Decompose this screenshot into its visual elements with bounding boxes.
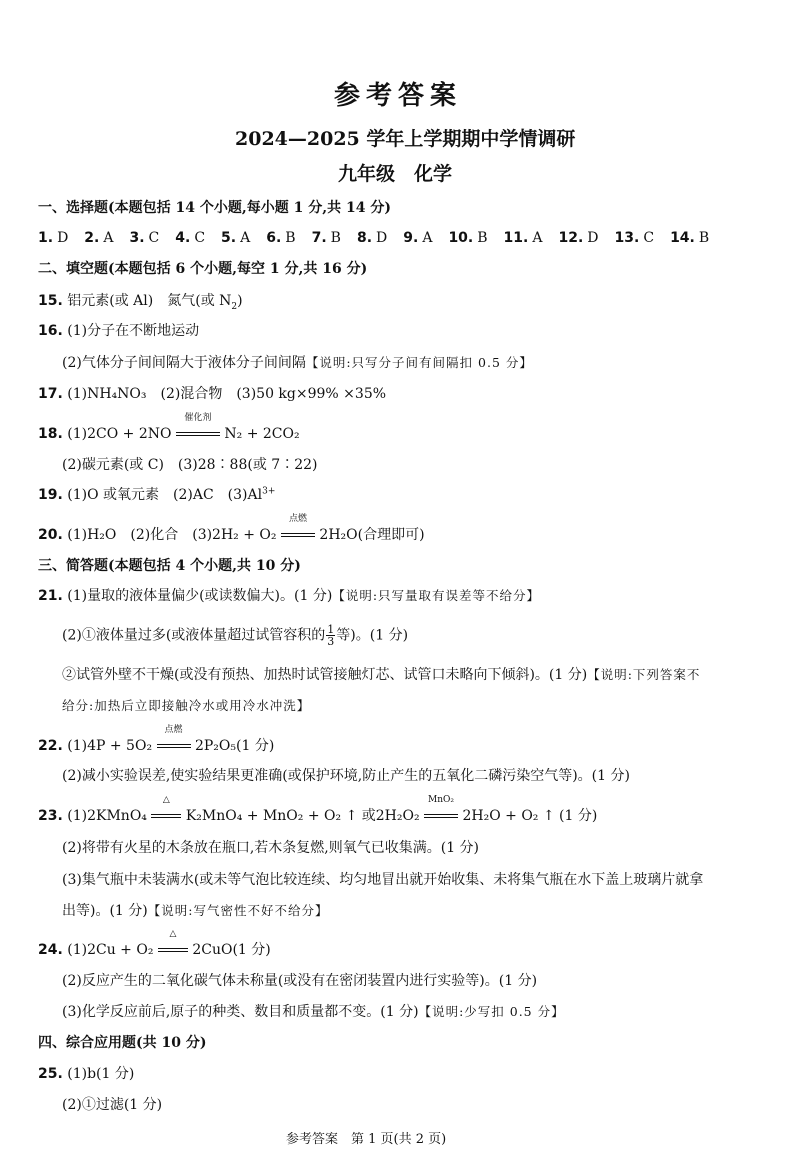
question-21-part1 xyxy=(38,586,540,606)
question-23-part2 xyxy=(62,838,479,858)
choice-letter: C xyxy=(194,230,206,246)
fraction-numerator: 1 xyxy=(327,623,335,636)
equation-right: N₂ + 2CO₂ xyxy=(224,426,300,442)
equals-line xyxy=(281,533,315,537)
answer-text: (2)将带有火星的木条放在瓶口,若木条复燃,则氧气已收集满。(1 分) xyxy=(62,840,480,856)
question-22-part2 xyxy=(62,766,630,786)
question-number: 25. xyxy=(38,1066,63,1082)
section-heading-choice: 一、选择题(本题包括 14 个小题,每小题 1 分,共 14 分) xyxy=(38,200,391,216)
choice-number: 6. xyxy=(266,230,282,246)
equation-right: 2P₂O₅(1 分) xyxy=(194,738,275,754)
choice-number: 7. xyxy=(311,230,327,246)
choice-letter: B xyxy=(477,230,488,246)
choice-number: 11. xyxy=(503,230,529,246)
superscript: 3+ xyxy=(262,486,276,497)
subscript: 2 xyxy=(231,301,238,312)
choice-number: 8. xyxy=(356,230,373,246)
equation-left: (1)2Cu + O₂ xyxy=(67,942,154,958)
choice-answer xyxy=(221,230,254,246)
question-number: 24. xyxy=(38,942,63,958)
choice-letter: A xyxy=(532,230,543,246)
reaction-condition-2 xyxy=(424,795,458,826)
answer-text: (2)反应产生的二氧化碳气体未称量(或没有在密闭装置内进行实验等)。(1 分) xyxy=(62,973,538,989)
choice-number: 14. xyxy=(670,230,695,246)
question-number: 19. xyxy=(38,487,63,503)
choice-number: 2. xyxy=(84,230,100,246)
choice-answers-row xyxy=(38,228,725,248)
reaction-condition xyxy=(151,795,181,826)
question-18-part1 xyxy=(38,413,300,444)
fraction xyxy=(326,624,335,647)
equation-left: (1)2KMnO₄ xyxy=(67,808,147,824)
equals-line xyxy=(157,744,191,748)
question-21-part3 xyxy=(62,665,700,685)
equation-right: 2H₂O + O₂ ↑ (1 分) xyxy=(462,808,598,824)
answer-text: (1)NH₄NO₃ (2)混合物 (3)50 kg×99% ×35% xyxy=(67,386,387,402)
page-footer: 参考答案 第 1 页(共 2 页) xyxy=(286,1132,447,1147)
page-title: 参考答案 xyxy=(334,81,463,111)
exam-subtitle: 2024—2025 学年上学期期中学情调研 xyxy=(235,128,576,150)
answer-text-end: ) xyxy=(237,293,243,309)
equals-line xyxy=(176,432,220,436)
choice-number: 9. xyxy=(403,230,419,246)
choice-answer xyxy=(504,230,547,246)
equation-middle: K₂MnO₄ + MnO₂ + O₂ ↑ 或2H₂O₂ xyxy=(185,808,420,824)
choice-letter: C xyxy=(643,230,655,246)
choice-letter: B xyxy=(285,230,296,246)
answer-text: 出等)。(1 分) xyxy=(62,903,148,919)
condition-label: MnO₂ xyxy=(428,795,455,805)
grading-note: 【说明:只写分子间有间隔扣 0.5 分】 xyxy=(305,355,533,370)
choice-answer xyxy=(670,230,713,246)
question-number: 22. xyxy=(38,738,63,754)
question-23-part4 xyxy=(62,901,328,921)
choice-answer xyxy=(175,230,209,246)
answer-text: ②试管外壁不干燥(或没有预热、加热时试管接触灯芯、试管口未略向下倾斜)。(1 分) xyxy=(62,667,588,683)
question-number: 23. xyxy=(38,808,63,824)
answer-text: 铝元素(或 Al) 氮气(或 N xyxy=(67,293,232,309)
grading-note: 【说明:只写量取有误差等不给分】 xyxy=(332,588,541,603)
reaction-condition xyxy=(157,725,191,756)
choice-answer xyxy=(266,230,299,246)
question-16-part2 xyxy=(62,353,533,373)
reaction-condition xyxy=(158,929,188,960)
grading-note: 【说明:写气密性不好不给分】 xyxy=(147,903,329,918)
question-25-part1 xyxy=(38,1064,134,1084)
choice-number: 1. xyxy=(38,230,54,246)
equals-line xyxy=(158,948,188,952)
section-heading-comprehensive: 四、综合应用题(共 10 分) xyxy=(38,1035,207,1051)
choice-letter: B xyxy=(330,230,341,246)
answer-text-end: 等)。(1 分) xyxy=(336,627,409,644)
choice-number: 3. xyxy=(129,230,145,246)
section-heading-fill: 二、填空题(本题包括 6 个小题,每空 1 分,共 16 分) xyxy=(38,261,368,277)
choice-letter: D xyxy=(376,230,388,246)
grading-note: 【说明:少写扣 0.5 分】 xyxy=(418,1004,565,1019)
question-number: 16. xyxy=(38,323,63,339)
section-heading-short-answer: 三、简答题(本题包括 4 个小题,共 10 分) xyxy=(38,558,301,574)
choice-number: 10. xyxy=(448,230,474,246)
equals-line xyxy=(151,814,181,818)
question-17 xyxy=(38,384,386,404)
answer-text: (3)化学反应前后,原子的种类、数目和质量都不变。(1 分) xyxy=(62,1004,419,1020)
question-25-part2 xyxy=(62,1095,162,1115)
question-19 xyxy=(38,485,275,505)
choice-number: 13. xyxy=(614,230,640,246)
question-20 xyxy=(38,514,425,545)
answer-text: (1)b(1 分) xyxy=(67,1066,135,1082)
choice-letter: A xyxy=(103,230,114,246)
question-15 xyxy=(38,291,243,311)
choice-letter: D xyxy=(57,230,69,246)
reaction-condition xyxy=(281,514,315,545)
question-21-note-cont: 给分:加热后立即接触冷水或用冷水冲洗】 xyxy=(62,698,311,713)
equation-right: 2CuO(1 分) xyxy=(192,942,271,958)
answer-text: (3)集气瓶中未装满水(或未等气泡比较连续、均匀地冒出就开始收集、未将集气瓶在水下盖上玻璃片就拿 xyxy=(62,872,704,888)
answer-text: (2)减小实验误差,使实验结果更准确(或保护环境,防止产生的五氧化二磷污染空气等)。(1 分) xyxy=(62,768,630,784)
choice-answer xyxy=(615,230,659,246)
choice-answer xyxy=(129,230,163,246)
condition-label: △ xyxy=(162,795,170,805)
grading-note: 【说明:下列答案不 xyxy=(587,667,701,682)
equation-left: (1)4P + 5O₂ xyxy=(67,738,153,754)
choice-number: 5. xyxy=(221,230,237,246)
answer-text: (2)碳元素(或 C) (3)28∶88(或 7∶22) xyxy=(62,457,318,473)
question-number: 20. xyxy=(38,527,63,543)
choice-answer xyxy=(357,230,391,246)
choice-letter: A xyxy=(422,230,433,246)
choice-letter: D xyxy=(587,230,599,246)
condition-label: 点燃 xyxy=(164,725,183,735)
condition-label: △ xyxy=(169,929,177,939)
answer-text: (2)①过滤(1 分) xyxy=(62,1097,163,1113)
question-21-part2 xyxy=(62,624,408,647)
condition-label: 催化剂 xyxy=(184,413,212,423)
equation-left: (1)H₂O (2)化合 (3)2H₂ + O₂ xyxy=(67,527,277,543)
answer-text: (1)量取的液体量偏少(或读数偏大)。(1 分) xyxy=(67,588,333,604)
question-18-part2 xyxy=(62,455,317,475)
fraction-denominator: 3 xyxy=(327,635,335,648)
choice-letter: C xyxy=(148,230,160,246)
answer-text: (1)分子在不断地运动 xyxy=(67,323,200,339)
choice-answer xyxy=(312,230,345,246)
question-16-part1 xyxy=(38,321,199,341)
answer-text: (2)气体分子间间隔大于液体分子间间隔 xyxy=(62,355,306,371)
question-number: 18. xyxy=(38,426,63,442)
question-24-part2 xyxy=(62,971,537,991)
choice-number: 4. xyxy=(175,230,191,246)
choice-number: 12. xyxy=(558,230,584,246)
question-number: 21. xyxy=(38,588,63,604)
condition-label: 点燃 xyxy=(288,514,307,524)
question-23-part3 xyxy=(62,870,703,890)
question-24-part3 xyxy=(62,1002,565,1022)
answer-text: (2)①液体量过多(或液体量超过试管容积的 xyxy=(62,627,326,644)
equals-line xyxy=(424,814,458,818)
question-number: 17. xyxy=(38,386,63,402)
question-23-part1 xyxy=(38,795,598,826)
question-22-part1 xyxy=(38,725,275,756)
grade-subject: 九年级 化学 xyxy=(338,163,453,185)
choice-letter: B xyxy=(698,230,710,246)
choice-answer xyxy=(84,230,117,246)
equation-left: (1)2CO + 2NO xyxy=(67,426,172,442)
answer-text: (1)O 或氧元素 (2)AC (3)Al xyxy=(67,487,263,503)
reaction-condition xyxy=(176,413,220,444)
equation-right: 2H₂O(合理即可) xyxy=(319,527,425,543)
question-number: 15. xyxy=(38,293,63,309)
choice-answer xyxy=(558,230,602,246)
question-24-part1 xyxy=(38,929,271,960)
choice-letter: A xyxy=(240,230,251,246)
choice-answer xyxy=(38,230,72,246)
choice-answer xyxy=(403,230,436,246)
choice-answer xyxy=(448,230,491,246)
